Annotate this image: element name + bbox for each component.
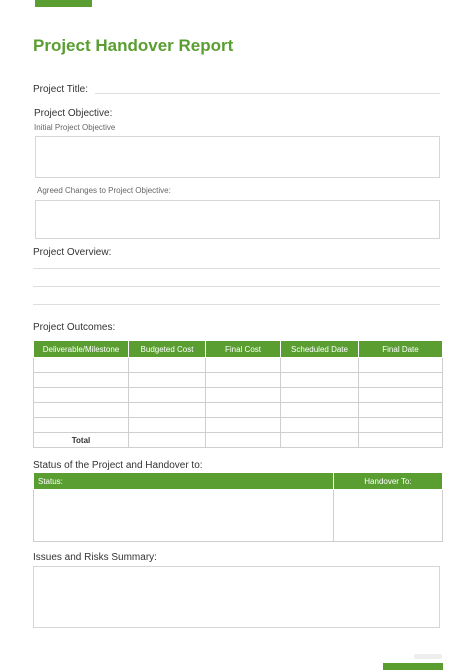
table-cell[interactable] [129, 433, 206, 448]
table-cell[interactable] [129, 388, 206, 403]
column-header-budgeted-cost: Budgeted Cost [129, 341, 206, 358]
top-accent-bar [35, 0, 92, 7]
agreed-changes-label: Agreed Changes to Project Objective: [37, 186, 171, 195]
table-cell[interactable] [206, 433, 281, 448]
table-cell[interactable] [34, 373, 129, 388]
handover-to-field[interactable] [334, 490, 443, 542]
page-title: Project Handover Report [33, 36, 234, 55]
table-cell[interactable] [281, 418, 359, 433]
column-header-deliverable: Deliverable/Milestone [34, 341, 129, 358]
total-label: Total [34, 433, 129, 448]
table-cell[interactable] [34, 388, 129, 403]
table-cell[interactable] [206, 403, 281, 418]
initial-objective-field[interactable] [35, 136, 440, 178]
table-row [34, 373, 443, 388]
table-cell[interactable] [34, 418, 129, 433]
table-cell[interactable] [359, 433, 443, 448]
status-table [33, 472, 443, 542]
table-cell[interactable] [359, 373, 443, 388]
column-header-status: Status: [34, 473, 334, 490]
issues-risks-field[interactable] [33, 566, 440, 628]
table-row [34, 490, 443, 542]
status-label: Status of the Project and Handover to: [33, 460, 203, 471]
table-cell[interactable] [129, 403, 206, 418]
table-cell[interactable] [281, 358, 359, 373]
table-cell[interactable] [206, 418, 281, 433]
overview-line-3[interactable] [33, 304, 440, 305]
column-header-final-date: Final Date [359, 341, 443, 358]
table-cell[interactable] [206, 358, 281, 373]
project-title-field[interactable] [95, 93, 440, 94]
outcomes-table [33, 340, 443, 448]
table-row [34, 388, 443, 403]
initial-objective-label: Initial Project Objective [34, 123, 116, 132]
table-cell[interactable] [34, 403, 129, 418]
table-cell[interactable] [129, 418, 206, 433]
overview-line-2[interactable] [33, 286, 440, 287]
bottom-accent-bar [383, 663, 443, 670]
overview-line-1[interactable] [33, 268, 440, 269]
table-row [34, 418, 443, 433]
issues-risks-label: Issues and Risks Summary: [33, 552, 157, 563]
table-cell[interactable] [281, 433, 359, 448]
table-cell[interactable] [359, 418, 443, 433]
watermark [414, 654, 442, 659]
status-header-row [34, 473, 443, 490]
table-cell[interactable] [359, 358, 443, 373]
table-cell[interactable] [281, 373, 359, 388]
table-cell[interactable] [34, 358, 129, 373]
table-cell[interactable] [129, 358, 206, 373]
total-row [34, 433, 443, 448]
table-row [34, 403, 443, 418]
table-cell[interactable] [359, 403, 443, 418]
column-header-handover-to: Handover To: [334, 473, 443, 490]
table-row [34, 358, 443, 373]
column-header-final-cost: Final Cost [206, 341, 281, 358]
table-cell[interactable] [281, 388, 359, 403]
table-cell[interactable] [206, 388, 281, 403]
agreed-changes-field[interactable] [35, 200, 440, 239]
table-cell[interactable] [359, 388, 443, 403]
table-cell[interactable] [206, 373, 281, 388]
project-outcomes-label: Project Outcomes: [33, 322, 116, 333]
status-field[interactable] [34, 490, 334, 542]
column-header-scheduled-date: Scheduled Date [281, 341, 359, 358]
project-overview-label: Project Overview: [33, 247, 112, 258]
table-cell[interactable] [281, 403, 359, 418]
table-cell[interactable] [129, 373, 206, 388]
project-title-label: Project Title: [33, 84, 89, 95]
outcomes-header-row [34, 341, 443, 358]
project-objective-label: Project Objective: [34, 108, 113, 119]
